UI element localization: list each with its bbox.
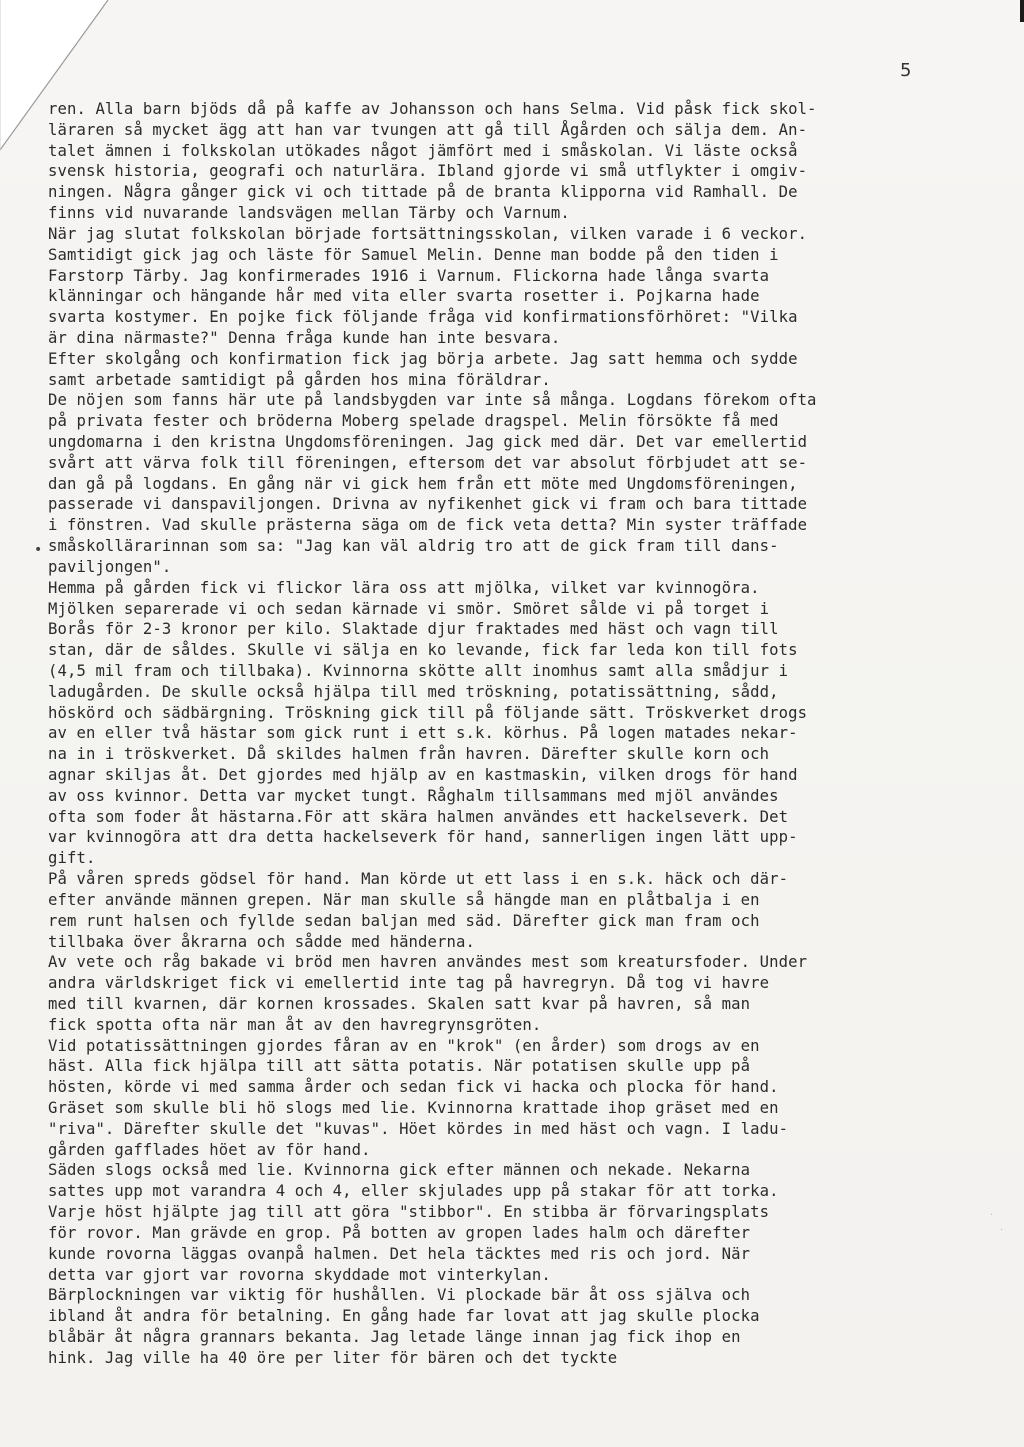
text-line: Farstorp Tärby. Jag konfirmerades 1916 i Varnum. Flickorna hade långa svarta: [48, 266, 770, 285]
text-line: sattes upp mot varandra 4 och 4, eller skjulades upp på stakar för att torka.: [48, 1182, 779, 1201]
text-line: klänningar och hängande hår med vita eller svarta rosetter i. Pojkarna hade: [48, 287, 760, 306]
text-line: dan gå på logdans. En gång när vi gick hem från ett möte med Ungdomsföreningen,: [48, 474, 798, 493]
text-line: för rovor. Man grävde en grop. På botten av gropen lades halm och därefter: [48, 1223, 751, 1242]
text-line: Mjölken separerade vi och sedan kärnade vi smör. Smöret sålde vi på torget i: [48, 599, 770, 618]
text-line: passerade vi danspaviljongen. Drivna av nyfikenhet gick vi fram och bara tittade: [48, 495, 808, 514]
text-line: samt arbetade samtidigt på gården hos mina föräldrar.: [48, 370, 551, 389]
scan-speck: ·: [990, 1210, 994, 1221]
text-line: ofta som foder åt hästarna.För att skära halmen användes ett hackelseverk. Det: [48, 807, 789, 826]
text-line: Gräset som skulle bli hö slogs med lie. Kvinnorna krattade ihop gräset med en: [48, 1099, 779, 1117]
text-line: ibland åt andra för betalning. En gång hade far lovat att jag skulle plocka: [48, 1307, 760, 1326]
text-line: ren. Alla barn bjöds då på kaffe av Johansson och hans Selma. Vid påsk fick skol-: [48, 100, 817, 118]
text-line: De nöjen som fanns här ute på landsbygden var inte så många. Logdans förekom ofta: [48, 391, 817, 410]
text-line: hösten, körde vi med samma årder och sedan fick vi hacka och plocka för hand.: [48, 1078, 779, 1097]
text-line: Borås för 2-3 kronor per kilo. Slaktade djur fraktades med häst och vagn till: [48, 620, 779, 639]
text-line: Bärplockningen var viktig för hushållen. Vi plockade bär åt oss själva och: [48, 1286, 751, 1305]
text-line: stan, där de såldes. Skulle vi sälja en ko levande, fick far leda kon till fots: [48, 641, 798, 660]
text-line: kunde rovorna läggas ovanpå halmen. Det hela täcktes med ris och jord. När: [48, 1244, 751, 1263]
text-line: höskörd och sädbärgning. Tröskning gick till på följande sätt. Tröskverket drogs: [48, 703, 808, 722]
text-line: svensk historia, geografi och naturlära. Ibland gjorde vi små utflykter i omgiv-: [48, 162, 808, 181]
scan-speck: ·: [1000, 1225, 1004, 1236]
text-line: gift.: [48, 849, 96, 868]
text-line: ningen. Några gånger gick vi och tittade på de branta klipporna vid Ramhall. De: [48, 183, 798, 202]
text-line: agnar skiljas åt. Det gjordes med hjälp av en kastmaskin, vilken drogs för hand: [48, 766, 798, 784]
text-line: blåbär åt några grannars bekanta. Jag letade länge innan jag fick ihop en: [48, 1327, 741, 1346]
text-line: andra världskriget fick vi emellertid inte tag på havregryn. Då tog vi havre: [48, 974, 770, 993]
text-line: Säden slogs också med lie. Kvinnorna gick efter männen och nekade. Nekarna: [48, 1161, 751, 1180]
text-line: i fönstren. Vad skulle prästerna säga om de fick veta detta? Min syster träffade: [48, 516, 808, 535]
text-line: häst. Alla fick hjälpa till att sätta potatis. När potatisen skulle upp på: [48, 1057, 751, 1076]
text-line: med till kvarnen, där kornen krossades. Skalen satt kvar på havren, så man: [48, 994, 751, 1013]
scan-edge-mark: [1020, 0, 1024, 22]
text-line: (4,5 mil fram och tillbaka). Kvinnorna skötte allt inomhus samt alla smådjur i: [48, 661, 789, 680]
text-line: svarta kostymer. En pojke fick följande fråga vid konfirmationsförhöret: "Vilka: [48, 308, 798, 327]
text-line: paviljongen".: [48, 557, 172, 576]
text-line: Varje höst hjälpte jag till att göra "stibbor". En stibba är förvaringsplats: [48, 1203, 770, 1222]
text-line: efter använde männen grepen. När man skulle så hängde man en plåtbalja i en: [48, 890, 760, 909]
text-line: finns vid nuvarande landsvägen mellan Tärby och Varnum.: [48, 204, 570, 223]
text-line: läraren så mycket ägg att han var tvungen att gå till Ågården och sälja dem. An-: [48, 120, 808, 139]
text-line: fick spotta ofta när man åt av den havregrynsgröten.: [48, 1015, 542, 1034]
text-line: av oss kvinnor. Detta var mycket tungt. Råghalm tillsammans med mjöl användes: [48, 786, 779, 805]
text-line: av en eller två hästar som gick runt i ett s.k. körhus. På logen matades nekar-: [48, 724, 798, 743]
text-line: Vid potatissättningen gjordes fåran av en "krok" (en årder) som drogs av en: [48, 1036, 760, 1055]
text-line: "riva". Därefter skulle det "kuvas". Höet kördes in med häst och vagn. I ladu-: [48, 1119, 789, 1138]
text-line: tillbaka över åkrarna och sådde med händerna.: [48, 932, 475, 951]
text-line: hink. Jag ville ha 40 öre per liter för bären och det tyckte: [48, 1348, 618, 1367]
text-line: var kvinnogöra att dra detta hackelseverk för hand, sannerligen ingen lätt upp-: [48, 828, 798, 847]
text-line: ungdomarna i den kristna Ungdomsföreningen. Jag gick med där. Det var emellertid: [48, 433, 808, 451]
text-line: svårt att värva folk till föreningen, eftersom det var absolut förbjudet att se-: [48, 453, 808, 472]
text-line: På våren spreds gödsel för hand. Man körde ut ett lass i en s.k. häck och där-: [48, 870, 789, 889]
text-line: Samtidigt gick jag och läste för Samuel Melin. Denne man bodde på den tiden i: [48, 245, 779, 264]
text-line: När jag slutat folkskolan började fortsättningsskolan, vilken varade i 6 veckor.: [48, 224, 808, 243]
text-line: na in i tröskverket. Då skildes halmen från havren. Därefter skulle korn och: [48, 745, 770, 764]
text-line: Hemma på gården fick vi flickor lära oss att mjölka, vilket var kvinnogöra.: [48, 578, 760, 597]
text-line: rem runt halsen och fyllde sedan baljan med säd. Därefter gick man fram och: [48, 911, 760, 930]
text-line: Efter skolgång och konfirmation fick jag börja arbete. Jag satt hemma och sydde: [48, 349, 798, 368]
text-line: Av vete och råg bakade vi bröd men havren användes mest som kreatursfoder. Under: [48, 953, 808, 972]
margin-dot: •: [34, 542, 43, 558]
text-line: detta var gjort var rovorna skyddade mot vinterkylan.: [48, 1265, 551, 1284]
text-line: talet ämnen i folkskolan utökades något jämfört med i småskolan. Vi läste också: [48, 141, 798, 160]
document-body: [48, 99, 898, 1369]
text-line: ladugården. De skulle också hjälpa till med tröskning, potatissättning, sådd,: [48, 682, 779, 701]
text-line: är dina närmaste?" Denna fråga kunde han inte besvara.: [48, 328, 561, 347]
text-line: småskollärarinnan som sa: "Jag kan väl aldrig tro att de gick fram till dans-: [48, 537, 779, 556]
text-line: gården gafflades höet av för hand.: [48, 1140, 371, 1159]
page-number: 5: [900, 60, 912, 81]
text-line: på privata fester och bröderna Moberg spelade dragspel. Melin försökte få med: [48, 412, 779, 431]
